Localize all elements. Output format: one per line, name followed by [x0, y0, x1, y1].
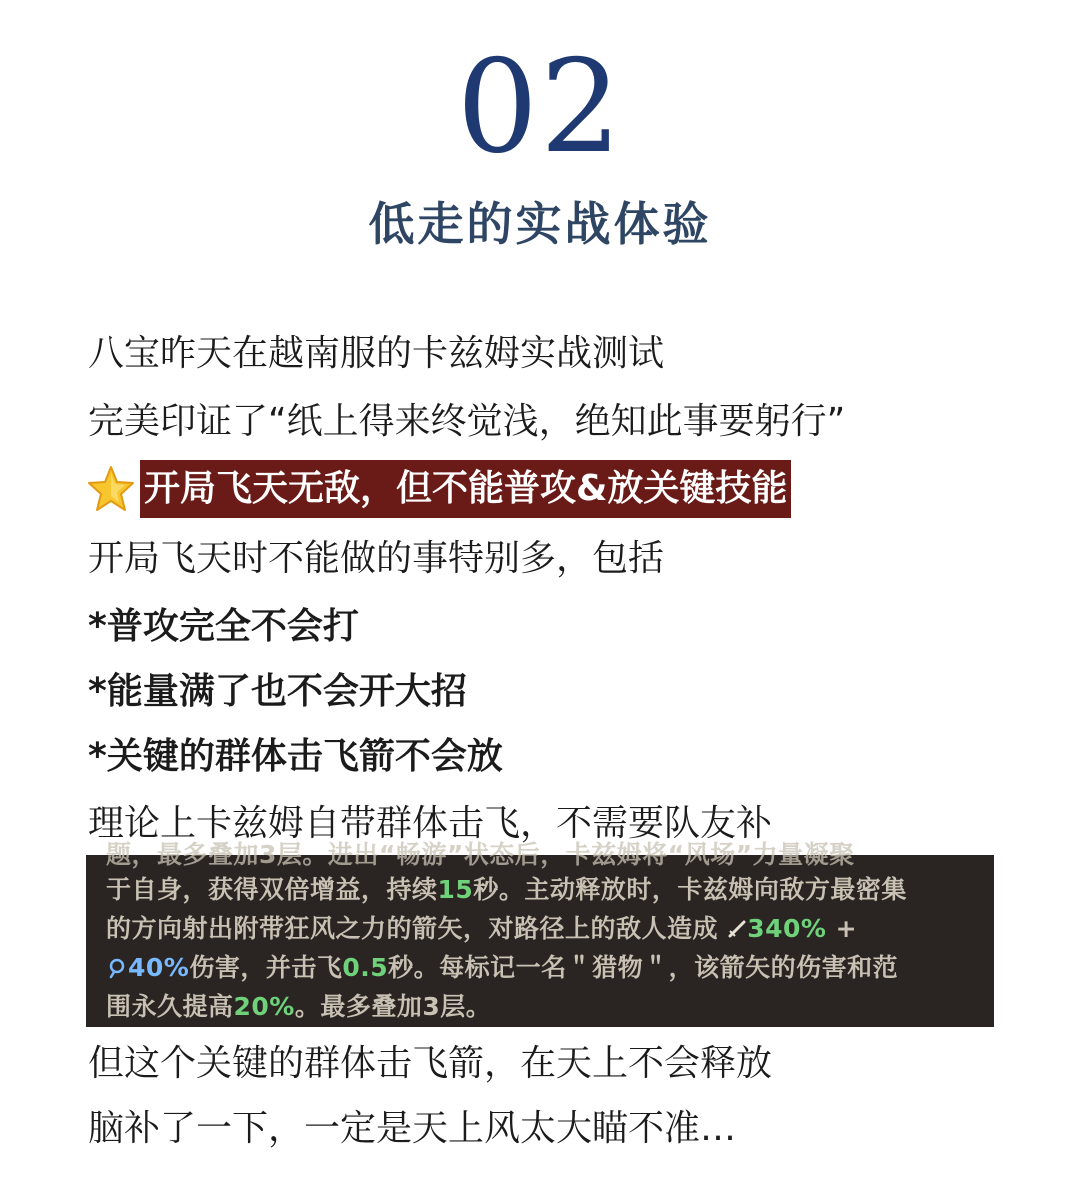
- bullet-item-3: *关键的群体击飞箭不会放: [88, 736, 503, 777]
- outro-line-1: 但这个关键的群体击飞箭，在天上不会释放: [88, 1043, 773, 1084]
- skill-line-cut: 题，最多叠加3层。进出“畅游”状态后，卡兹姆将“风场”力量凝聚: [106, 840, 855, 869]
- bullet-item-1: *普攻完全不会打: [88, 606, 359, 647]
- knockup-value: 0.5: [342, 953, 389, 982]
- skill-line-3: 40%伤害，并击飞0.5秒。每标记一名＂猎物＂，该箭矢的伤害和范: [106, 952, 898, 984]
- skill-line-4: 围永久提高20%。最多叠加3层。: [106, 992, 492, 1021]
- physical-percent: 340%: [747, 914, 827, 943]
- star-icon: [86, 465, 136, 513]
- list-intro: 开局飞天时不能做的事特别多，包括: [88, 538, 665, 579]
- intro-line-1: 八宝昨天在越南服的卡兹姆实战测试: [88, 333, 665, 374]
- physical-damage-icon: [727, 919, 747, 939]
- section-number: 02: [456, 33, 624, 182]
- intro-line-2: 完美印证了“纸上得来终觉浅，绝知此事要躬行”: [88, 401, 846, 442]
- range-increase-value: 20%: [233, 992, 295, 1021]
- section-title: 低走的实战体验: [368, 197, 712, 251]
- highlight-line: [86, 460, 791, 518]
- magic-percent: 40%: [128, 953, 190, 982]
- outro-line-2: 脑补了一下，一定是天上风太大瞄不准…: [88, 1108, 737, 1149]
- skill-description-screenshot: [86, 840, 994, 1027]
- skill-line-1: 于自身，获得双倍增益，持续15秒。主动释放时，卡兹姆向敌方最密集: [106, 875, 907, 904]
- highlight-text: 开局飞天无敌，但不能普攻&放关键技能: [140, 460, 791, 518]
- bullet-item-2: *能量满了也不会开大招: [88, 671, 467, 712]
- magic-damage-icon: [106, 957, 128, 979]
- duration-value: 15: [437, 875, 474, 904]
- skill-line-2: 的方向射出附带狂风之力的箭矢，对路径上的敌人造成 340% +: [106, 914, 858, 943]
- theory-line: 理论上卡兹姆自带群体击飞，不需要队友补: [88, 803, 773, 844]
